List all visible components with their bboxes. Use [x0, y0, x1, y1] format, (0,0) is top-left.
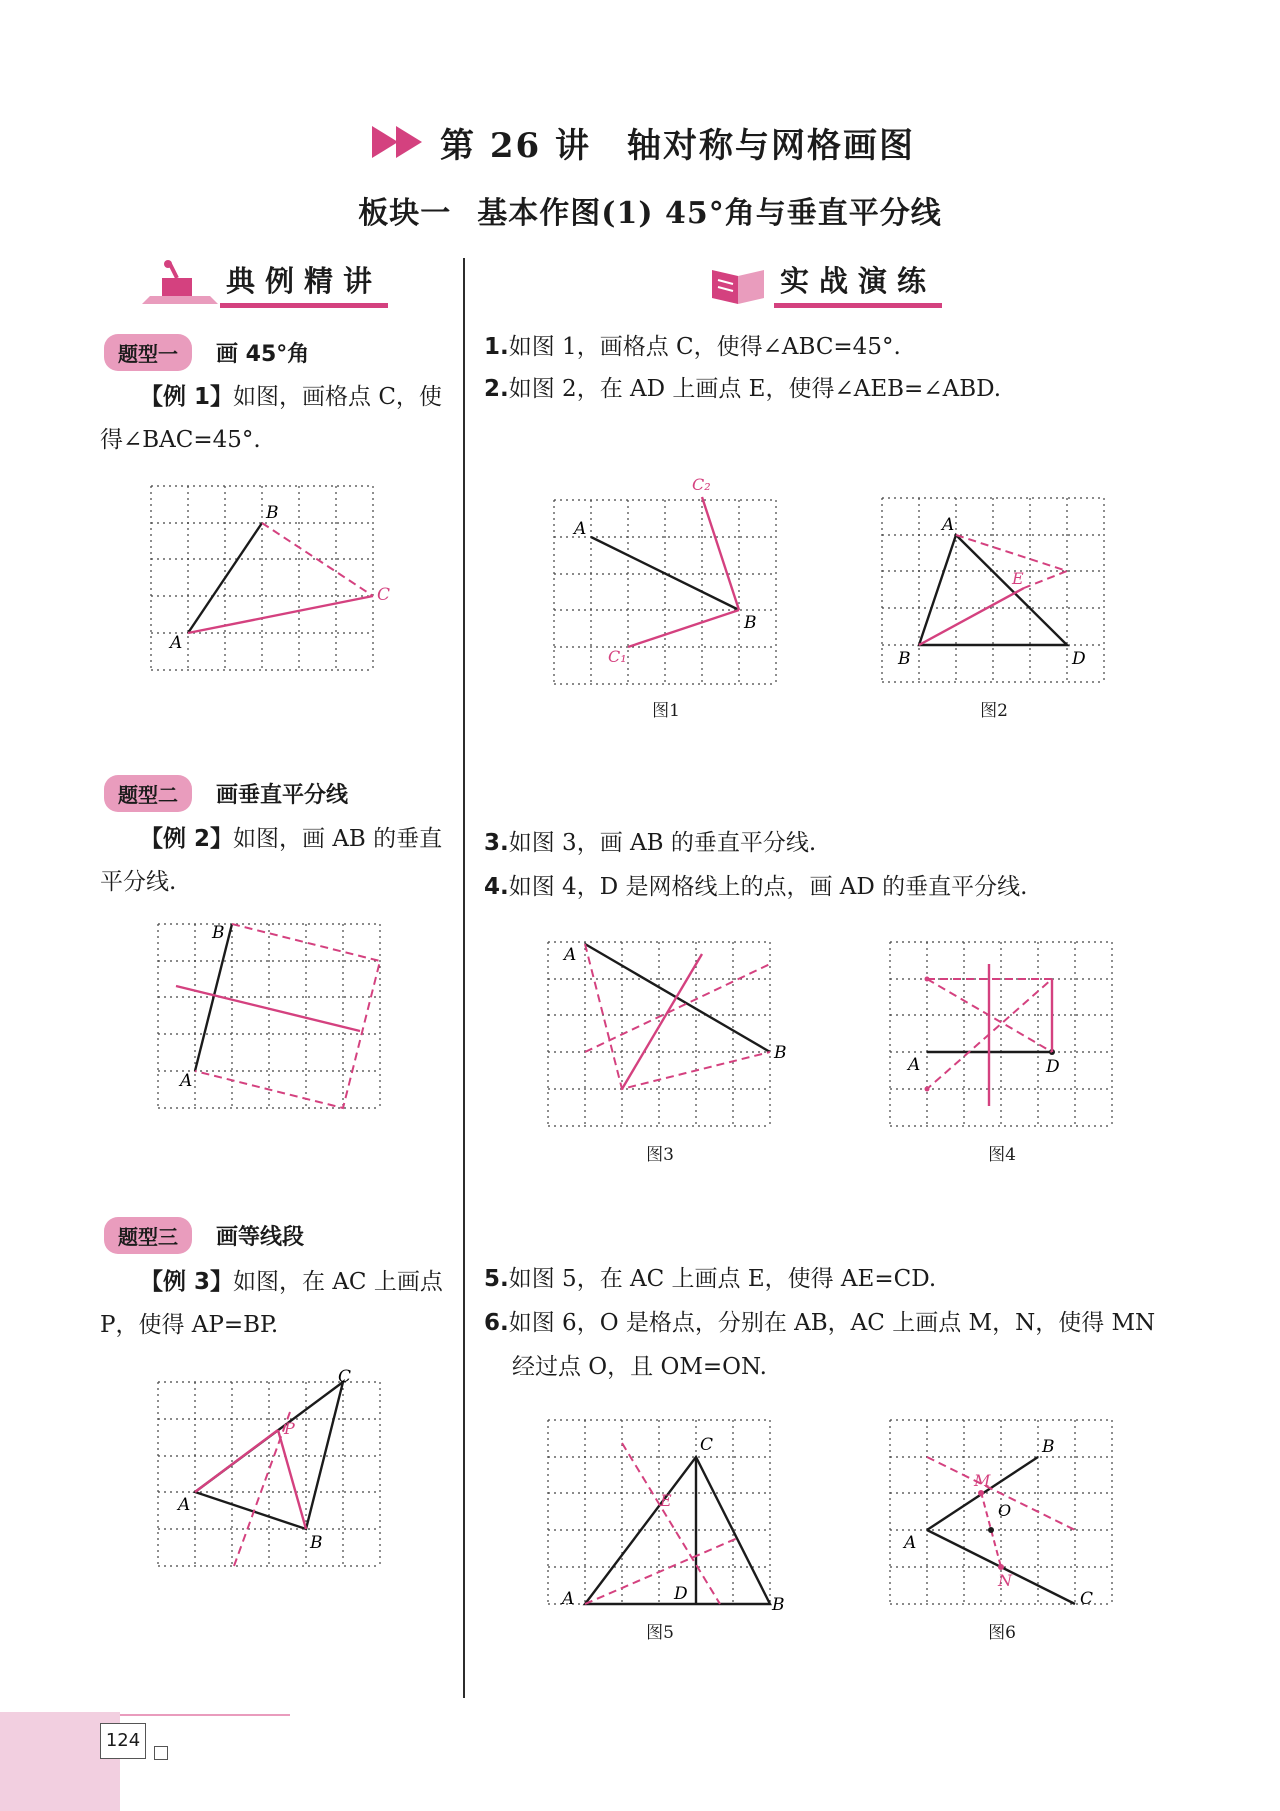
label-A: A — [170, 633, 183, 653]
example-2 — [100, 818, 450, 904]
example-3 — [100, 1261, 450, 1347]
section-practice-label: 实战演练 — [774, 261, 942, 308]
label-A: A — [180, 1071, 193, 1091]
label-A: A — [908, 1055, 921, 1075]
example-label: 【例 1】 — [140, 384, 234, 410]
label-B: B — [898, 649, 911, 669]
question-5: 5.如图 5，在 AC 上画点 E，使得 AE=CD. — [484, 1266, 937, 1292]
section-practice — [708, 258, 942, 308]
type-1 — [104, 334, 309, 371]
label-B: B — [1042, 1437, 1055, 1457]
label-O: O — [998, 1501, 1012, 1520]
label-B: B — [266, 503, 279, 523]
page-number: 124 — [100, 1723, 146, 1759]
label-C: C — [1080, 1589, 1094, 1609]
figure-2 — [874, 490, 1114, 690]
figure-4-caption: 图4 — [988, 1145, 1016, 1165]
example-text: 如图，画 AB 的垂直平分线. — [100, 826, 443, 895]
example-text: 如图，在 AC 上画点 P，使得 AP=BP. — [100, 1269, 443, 1338]
label-P: P — [284, 1419, 295, 1438]
label-A: A — [942, 515, 955, 535]
type-tag: 题型一 — [104, 334, 192, 371]
column-divider — [463, 258, 465, 1698]
type-2 — [104, 775, 348, 812]
figure-2-caption: 图2 — [980, 701, 1008, 721]
label-D: D — [1046, 1057, 1060, 1077]
label-B: B — [772, 1595, 785, 1615]
figure-3-caption: 图3 — [646, 1145, 674, 1165]
figure-1 — [546, 470, 790, 690]
label-C1: C₁ — [608, 647, 627, 666]
question-2: 2.如图 2，在 AD 上画点 E，使得∠AEB=∠ABD. — [484, 376, 1002, 402]
type-tag: 题型三 — [104, 1217, 192, 1254]
type-title: 画等线段 — [216, 1225, 305, 1250]
figure-6 — [882, 1412, 1122, 1612]
figure-5 — [540, 1412, 785, 1615]
example-3-figure — [150, 1367, 390, 1572]
label-A: A — [564, 945, 577, 965]
example-label: 【例 3】 — [140, 1269, 234, 1295]
label-B: B — [744, 613, 757, 633]
open-book-icon — [708, 260, 768, 308]
square-icon — [154, 1746, 168, 1760]
lecture-title: 轴对称与网格画图 — [627, 125, 915, 166]
block-label: 板块一 — [358, 196, 452, 231]
figure-6-caption: 图6 — [988, 1623, 1016, 1643]
label-N: N — [998, 1571, 1012, 1590]
label-M: M — [974, 1471, 991, 1490]
section-examples — [140, 258, 388, 308]
label-B: B — [212, 923, 225, 943]
label-A: A — [904, 1533, 917, 1553]
section-examples-label: 典例精讲 — [220, 261, 388, 308]
question-6-continued: 经过点 O，且 OM=ON. — [512, 1354, 767, 1380]
example-label: 【例 2】 — [140, 826, 234, 852]
figure-3 — [540, 934, 787, 1134]
label-A: A — [178, 1495, 191, 1515]
type-title: 画垂直平分线 — [216, 783, 349, 808]
label-D: D — [674, 1584, 688, 1604]
figure-1-caption: 图1 — [652, 701, 680, 721]
double-arrow-icon — [370, 122, 430, 162]
type-tag: 题型二 — [104, 775, 192, 812]
question-1: 1.如图 1，画格点 C，使得∠ABC=45°. — [484, 334, 901, 360]
label-A: A — [562, 1589, 575, 1609]
label-B: B — [310, 1533, 323, 1553]
question-3: 3.如图 3，画 AB 的垂直平分线. — [484, 830, 817, 856]
label-E: E — [660, 1491, 672, 1510]
label-C2: C₂ — [692, 475, 711, 494]
desk-lamp-icon — [140, 260, 220, 308]
example-2-figure — [150, 916, 390, 1116]
label-A: A — [574, 519, 587, 539]
label-D: D — [1072, 649, 1086, 669]
footer-rule — [120, 1714, 290, 1716]
type-3 — [104, 1217, 304, 1254]
question-6: 6.如图 6，O 是格点，分别在 AB，AC 上画点 M，N，使得 MN — [484, 1310, 1156, 1336]
lecture-header — [370, 112, 930, 172]
example-text: 如图，画格点 C，使得∠BAC=45°. — [100, 384, 442, 453]
label-C: C — [700, 1435, 714, 1455]
type-title: 画 45°角 — [216, 342, 310, 367]
figure-5-caption: 图5 — [646, 1623, 674, 1643]
block-topic: 基本作图(1) 45°角与垂直平分线 — [477, 196, 942, 231]
question-4: 4.如图 4，D 是网格线上的点，画 AD 的垂直平分线. — [484, 874, 1028, 900]
example-1-figure — [140, 478, 400, 678]
label-C: C — [377, 585, 391, 605]
figure-4 — [882, 934, 1122, 1134]
lecture-number: 第 26 讲 — [440, 125, 591, 166]
example-1 — [100, 376, 450, 462]
label-B: B — [774, 1043, 787, 1063]
block-title — [330, 188, 970, 232]
label-C: C — [338, 1367, 352, 1387]
label-E: E — [1012, 569, 1024, 588]
